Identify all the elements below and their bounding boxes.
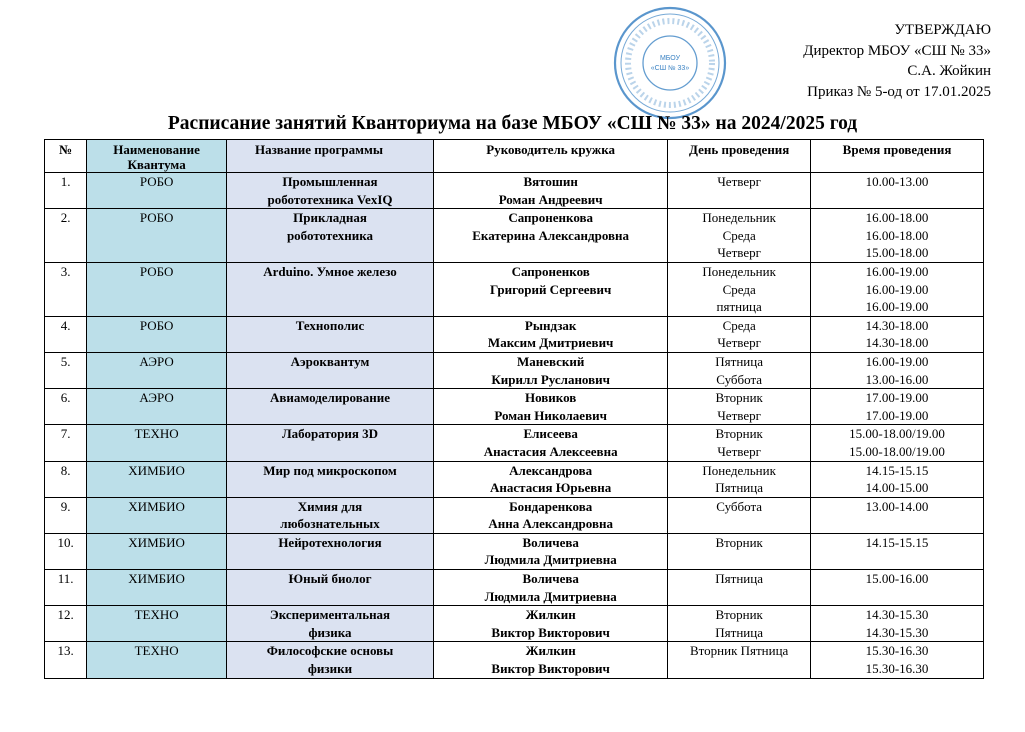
table-row xyxy=(45,209,984,263)
leader-name-line: Рындзак xyxy=(524,317,577,333)
table-row xyxy=(45,533,984,569)
day-cell-line: Суббота xyxy=(716,371,763,387)
kvantum-name: АЭРО xyxy=(87,389,227,425)
row-number: 11. xyxy=(45,570,87,606)
leader-name xyxy=(434,606,668,642)
day-cell-line: Вторник xyxy=(715,607,763,623)
kvantum-name: ТЕХНО xyxy=(87,606,227,642)
time-cell xyxy=(811,461,984,497)
table-body xyxy=(45,173,984,679)
program-name-line: Лаборатория 3D xyxy=(281,426,378,442)
time-cell-line: 15.30-16.30 xyxy=(865,661,929,677)
kvantum-name: ТЕХНО xyxy=(87,642,227,678)
time-cell xyxy=(811,316,984,352)
time-cell xyxy=(811,606,984,642)
kvantum-name: РОБО xyxy=(87,316,227,352)
program-name-line: Прикладная xyxy=(293,210,367,226)
day-cell-line: Среда xyxy=(722,281,756,297)
row-number: 7. xyxy=(45,425,87,461)
time-cell xyxy=(811,262,984,316)
time-cell-line: 16.00-19.00 xyxy=(865,299,929,315)
time-cell-line: 17.00-19.00 xyxy=(865,407,929,423)
time-cell xyxy=(811,642,984,678)
day-cell-line: Пятница xyxy=(715,480,763,496)
header-num: № xyxy=(45,140,87,173)
day-cell-line: Вторник xyxy=(715,426,763,442)
row-number: 10. xyxy=(45,533,87,569)
kvantum-name: ХИМБИО xyxy=(87,497,227,533)
row-number: 13. xyxy=(45,642,87,678)
time-cell-line: 10.00-13.00 xyxy=(865,174,929,189)
program-name-line: Юный биолог xyxy=(288,571,372,587)
leader-name xyxy=(434,461,668,497)
program-name-line: Технополис xyxy=(295,317,365,333)
row-number: 1. xyxy=(45,173,87,209)
day-cell xyxy=(668,425,811,461)
day-cell xyxy=(668,570,811,606)
day-cell-line: Суббота xyxy=(716,498,763,514)
row-number: 12. xyxy=(45,606,87,642)
day-cell-line: Пятница xyxy=(715,624,763,640)
time-cell xyxy=(811,173,984,209)
time-cell-line: 13.00-14.00 xyxy=(865,498,929,514)
table-row xyxy=(45,606,984,642)
program-name xyxy=(226,642,433,678)
row-number: 2. xyxy=(45,209,87,263)
leader-name-line: Маневский xyxy=(516,353,585,369)
program-name-line: робототехника VexIQ xyxy=(267,191,393,207)
day-cell-line: Среда xyxy=(722,227,756,243)
day-cell xyxy=(668,389,811,425)
day-cell-line: Понедельник xyxy=(702,210,776,226)
program-name xyxy=(226,316,433,352)
kvantum-name: ХИМБИО xyxy=(87,533,227,569)
approval-position: Директор МБОУ «СШ № 33» xyxy=(803,42,991,59)
kvantum-name: ТЕХНО xyxy=(87,425,227,461)
row-number: 3. xyxy=(45,262,87,316)
time-cell-line: 16.00-18.00 xyxy=(865,210,929,226)
time-cell-line: 14.15-15.15 xyxy=(865,462,929,478)
leader-name-line: Людмила Дмитриевна xyxy=(484,588,617,604)
day-cell xyxy=(668,461,811,497)
time-cell-line: 16.00-19.00 xyxy=(865,281,929,297)
leader-name-line: Сапроненкова xyxy=(508,210,594,226)
table-header-row xyxy=(45,140,984,173)
program-name-line: Авиамоделирование xyxy=(269,390,390,406)
time-cell-line: 14.30-15.30 xyxy=(865,624,929,640)
leader-name-line: Анна Александровна xyxy=(488,516,613,532)
leader-name-line: Воличева xyxy=(522,571,579,587)
leader-name-line: Роман Андреевич xyxy=(498,191,603,207)
leader-name-line: Анастасия Юрьевна xyxy=(490,480,612,496)
program-name-line: любознательных xyxy=(280,516,380,532)
approval-block xyxy=(691,20,991,102)
leader-name xyxy=(434,316,668,352)
leader-name-line: Виктор Викторович xyxy=(491,624,610,640)
time-cell xyxy=(811,533,984,569)
leader-name-line: Людмила Дмитриевна xyxy=(484,552,617,568)
day-cell-line: Четверг xyxy=(717,245,761,261)
day-cell xyxy=(668,262,811,316)
program-name-line: Мир под микроскопом xyxy=(263,462,397,478)
leader-name-line: Виктор Викторович xyxy=(491,661,610,677)
row-number: 5. xyxy=(45,352,87,388)
day-cell-line: Понедельник xyxy=(702,263,776,279)
leader-name-line: Жилкин xyxy=(525,643,576,659)
leader-name-line: Александрова xyxy=(509,462,593,478)
row-number: 9. xyxy=(45,497,87,533)
program-name-line: Arduino. Умное железо xyxy=(263,263,397,279)
table-row xyxy=(45,497,984,533)
leader-name xyxy=(434,497,668,533)
program-name-line: Промышленная xyxy=(282,174,378,189)
leader-name-line: Анастасия Алексеевна xyxy=(483,443,618,459)
day-cell xyxy=(668,316,811,352)
day-cell xyxy=(668,173,811,209)
leader-name xyxy=(434,533,668,569)
table-row xyxy=(45,173,984,209)
approval-name: С.А. Жойкин xyxy=(907,63,991,79)
table-row xyxy=(45,352,984,388)
day-cell-line: Вторник xyxy=(715,534,763,550)
leader-name-line: Максим Дмитриевич xyxy=(487,335,614,351)
leader-name-line: Бондаренкова xyxy=(509,498,593,514)
kvantum-name: ХИМБИО xyxy=(87,461,227,497)
leader-name xyxy=(434,209,668,263)
time-cell-line: 15.00-18.00/19.00 xyxy=(849,426,945,442)
day-cell xyxy=(668,533,811,569)
leader-name-line: Воличева xyxy=(522,534,579,550)
time-cell-line: 15.00-16.00 xyxy=(865,571,929,587)
program-name-line: физика xyxy=(308,624,352,640)
kvantum-name: АЭРО xyxy=(87,352,227,388)
time-cell xyxy=(811,352,984,388)
leader-name-line: Жилкин xyxy=(525,607,576,623)
time-cell xyxy=(811,570,984,606)
kvantum-name: РОБО xyxy=(87,262,227,316)
row-number: 8. xyxy=(45,461,87,497)
leader-name xyxy=(434,389,668,425)
time-cell-line: 14.15-15.15 xyxy=(865,534,929,550)
day-cell-line: Вторник xyxy=(715,390,763,406)
program-name-line: Химия для xyxy=(297,498,363,514)
time-cell-line: 15.00-18.00 xyxy=(865,245,929,261)
time-cell-line: 14.30-18.00 xyxy=(865,335,929,351)
time-cell-line: 17.00-19.00 xyxy=(865,390,929,406)
time-cell-line: 14.30-18.00 xyxy=(865,317,929,333)
leader-name xyxy=(434,570,668,606)
time-cell-line: 14.00-15.00 xyxy=(865,480,929,496)
header-leader: Руководитель кружка xyxy=(434,140,668,173)
time-cell xyxy=(811,425,984,461)
time-cell-line: 15.00-18.00/19.00 xyxy=(849,443,945,459)
approval-heading: УТВЕРЖДАЮ xyxy=(894,22,991,38)
day-cell-line: пятница xyxy=(716,299,762,315)
day-cell-line: Понедельник xyxy=(702,462,776,478)
program-name-line: робототехника xyxy=(286,227,374,243)
program-name-line: Экспериментальная xyxy=(269,607,391,623)
header-time: Время проведения xyxy=(811,140,984,173)
leader-name xyxy=(434,425,668,461)
program-name xyxy=(226,389,433,425)
day-cell-line: Четверг xyxy=(717,174,761,189)
time-cell-line: 16.00-19.00 xyxy=(865,353,929,369)
kvantum-name: РОБО xyxy=(87,209,227,263)
leader-name xyxy=(434,262,668,316)
program-name-line: Аэроквантум xyxy=(290,353,370,369)
time-cell xyxy=(811,389,984,425)
row-number: 6. xyxy=(45,389,87,425)
table-row xyxy=(45,262,984,316)
leader-name-line: Новиков xyxy=(525,390,577,406)
header-kvantum: Наименование Квантума xyxy=(87,140,227,173)
time-cell-line: 15.30-16.30 xyxy=(865,643,929,659)
program-name xyxy=(226,533,433,569)
svg-text:«СШ № 33»: «СШ № 33» xyxy=(650,65,690,72)
leader-name-line: Сапроненков xyxy=(511,263,590,279)
program-name-line: Философские основы xyxy=(266,643,394,659)
time-cell-line: 14.30-15.30 xyxy=(865,607,929,623)
time-cell-line: 16.00-19.00 xyxy=(865,263,929,279)
day-cell-line: Пятница xyxy=(715,571,763,587)
leader-name xyxy=(434,173,668,209)
leader-name xyxy=(434,642,668,678)
program-name xyxy=(226,209,433,263)
time-cell xyxy=(811,497,984,533)
program-name xyxy=(226,570,433,606)
program-name xyxy=(226,425,433,461)
day-cell xyxy=(668,606,811,642)
program-name xyxy=(226,352,433,388)
day-cell-line: Вторник Пятница xyxy=(689,643,789,659)
row-number: 4. xyxy=(45,316,87,352)
day-cell-line: Четверг xyxy=(717,407,761,423)
time-cell xyxy=(811,209,984,263)
leader-name xyxy=(434,352,668,388)
table-row xyxy=(45,570,984,606)
table-row xyxy=(45,425,984,461)
leader-name-line: Кирилл Русланович xyxy=(491,371,610,387)
program-name xyxy=(226,173,433,209)
document-title: Расписание занятий Кванториума на базе МБОУ «СШ № 33» на 2024/2025 год xyxy=(167,113,858,134)
kvantum-name: РОБО xyxy=(87,173,227,209)
program-name-line: физики xyxy=(307,661,353,677)
time-cell-line: 13.00-16.00 xyxy=(865,371,929,387)
leader-name-line: Елисеева xyxy=(523,426,578,442)
kvantum-name: ХИМБИО xyxy=(87,570,227,606)
svg-text:МБОУ: МБОУ xyxy=(659,55,681,62)
day-cell-line: Среда xyxy=(722,317,756,333)
day-cell-line: Четверг xyxy=(717,443,761,459)
program-name xyxy=(226,262,433,316)
leader-name-line: Роман Николаевич xyxy=(494,407,607,423)
day-cell xyxy=(668,209,811,263)
program-name xyxy=(226,461,433,497)
leader-name-line: Екатерина Александровна xyxy=(472,227,630,243)
header-program: Название программы xyxy=(226,140,433,173)
program-name xyxy=(226,606,433,642)
schedule-table xyxy=(44,139,984,679)
time-cell-line: 16.00-18.00 xyxy=(865,227,929,243)
program-name-line: Нейротехнология xyxy=(278,534,382,550)
day-cell-line: Четверг xyxy=(717,335,761,351)
leader-name-line: Григорий Сергеевич xyxy=(489,281,612,297)
approval-order: Приказ № 5-од от 17.01.2025 xyxy=(807,83,991,100)
table-row xyxy=(45,316,984,352)
leader-name-line: Вятошин xyxy=(523,174,578,189)
table-row xyxy=(45,389,984,425)
day-cell xyxy=(668,497,811,533)
table-row xyxy=(45,642,984,678)
day-cell-line: Пятница xyxy=(715,353,763,369)
table-row xyxy=(45,461,984,497)
day-cell xyxy=(668,352,811,388)
header-day: День проведения xyxy=(668,140,811,173)
program-name xyxy=(226,497,433,533)
day-cell xyxy=(668,642,811,678)
